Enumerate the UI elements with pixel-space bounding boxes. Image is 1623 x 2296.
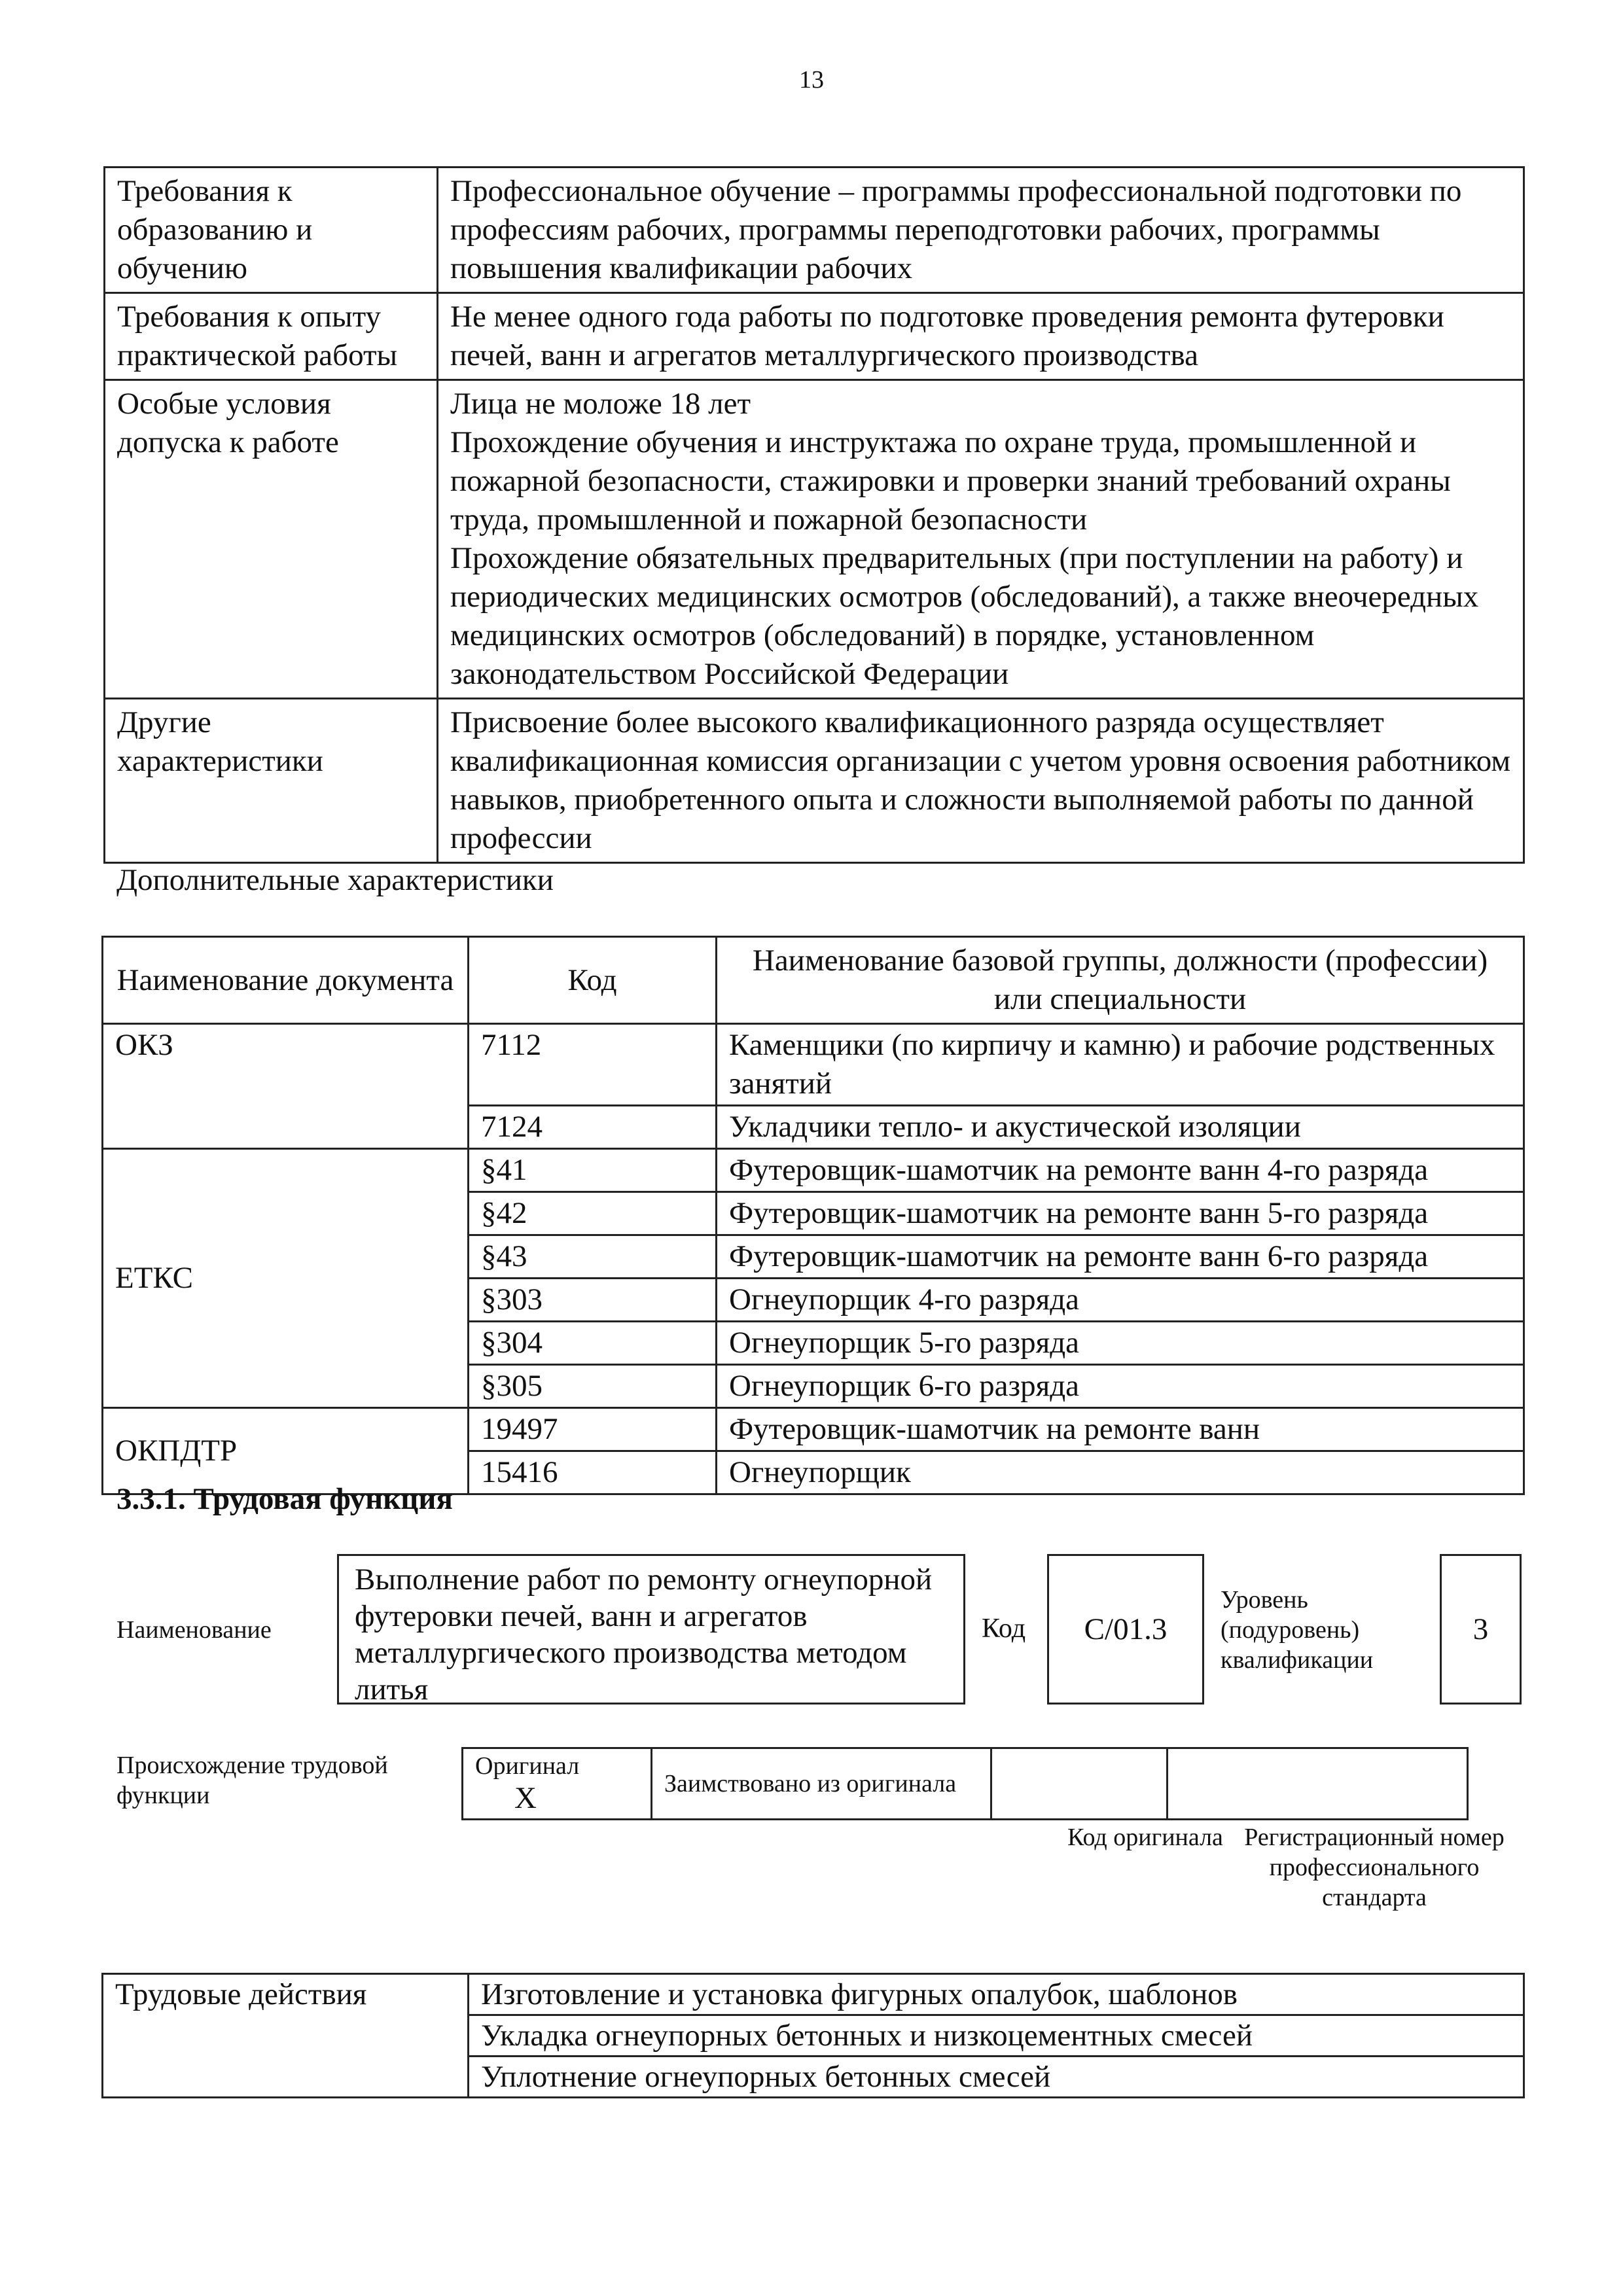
reg-number-cell: [1168, 1748, 1468, 1820]
additional-characteristics-table: [101, 936, 1525, 1495]
table-row: [105, 168, 1524, 293]
level-label: Уровень (подуровень) квалификации: [1221, 1586, 1374, 1674]
table-header-row: [103, 937, 1524, 1024]
code-label: Код: [982, 1614, 1026, 1644]
col-header-document: Наименование документа: [103, 937, 469, 1024]
code-orig-cell: [991, 1748, 1168, 1820]
requirement-line: Не менее одного года работы по подготовке проведения ремонта футеровки печей, ванн и агрегатов металлургического производства: [450, 300, 1444, 372]
code-cell: 7112: [469, 1024, 717, 1106]
code-cell: §303: [469, 1279, 717, 1322]
code-value-box: C/01.3: [1047, 1554, 1204, 1704]
requirement-label: Требования к опыту практической работы: [105, 293, 438, 380]
name-value-box: Выполнение работ по ремонту огнеупорной футеровки печей, ванн и агрегатов металлургического производства методом литья: [337, 1554, 965, 1704]
table-row: [103, 1024, 1524, 1106]
requirements-table: [103, 166, 1525, 864]
table-row: [103, 1149, 1524, 1192]
level-value-box: 3: [1440, 1554, 1522, 1704]
name-cell: Футеровщик-шамотчик на ремонте ванн 6-го разряда: [717, 1235, 1524, 1279]
name-cell: Футеровщик-шамотчик на ремонте ванн: [717, 1408, 1524, 1451]
table-row: [105, 699, 1524, 863]
table-row: [103, 1974, 1524, 2015]
name-label: Наименование: [116, 1616, 272, 1644]
requirement-line: Прохождение обучения и инструктажа по охране труда, промышленной и пожарной безопасности, стажировки и проверки знаний требований охраны труда, промышленной и пожарной безопасности: [450, 425, 1451, 537]
doc-cell: ЕТКС: [103, 1149, 469, 1408]
col-header-name: Наименование базовой группы, должности (профессии) или специальности: [717, 937, 1524, 1024]
labor-action-item: Укладка огнеупорных бетонных и низкоцементных смесей: [469, 2015, 1524, 2057]
code-cell: 15416: [469, 1451, 717, 1494]
labor-function-heading: 3.3.1. Трудовая функция: [116, 1482, 453, 1516]
labor-actions-table: [101, 1973, 1525, 2098]
borrowed-cell: Заимствовано из оригинала: [652, 1748, 991, 1820]
additional-characteristics-title: Дополнительные характеристики: [116, 863, 554, 897]
table-row: [463, 1748, 1468, 1820]
code-cell: §304: [469, 1322, 717, 1365]
doc-cell: ОКПДТР: [103, 1408, 469, 1494]
name-cell: Укладчики тепло- и акустической изоляции: [717, 1106, 1524, 1149]
page-number: 13: [799, 66, 824, 94]
code-cell: §305: [469, 1365, 717, 1408]
labor-action-item: Изготовление и установка фигурных опалубок, шаблонов: [469, 1974, 1524, 2015]
requirement-label: Особые условия допуска к работе: [105, 380, 438, 699]
requirement-value: [438, 699, 1524, 863]
name-cell: Каменщики (по кирпичу и камню) и рабочие родственных занятий: [717, 1024, 1524, 1106]
requirement-value: [438, 168, 1524, 293]
code-orig-caption: Код оригинала: [1067, 1824, 1223, 1851]
requirement-line: Лица не моложе 18 лет: [450, 387, 751, 421]
original-mark: X: [514, 1781, 537, 1815]
labor-actions-label: Трудовые действия: [103, 1974, 469, 2098]
requirement-label: Требования к образованию и обучению: [105, 168, 438, 293]
origin-table: [461, 1747, 1469, 1820]
table-row: [105, 293, 1524, 380]
code-cell: §41: [469, 1149, 717, 1192]
code-cell: §42: [469, 1192, 717, 1235]
requirement-label: Другие характеристики: [105, 699, 438, 863]
origin-label: Происхождение трудовой функции: [116, 1752, 388, 1809]
doc-cell: ОКЗ: [103, 1024, 469, 1149]
original-cell: [463, 1748, 652, 1820]
name-cell: Огнеупорщик 4-го разряда: [717, 1279, 1524, 1322]
labor-action-item: Уплотнение огнеупорных бетонных смесей: [469, 2057, 1524, 2098]
requirement-line: Профессиональное обучение – программы профессиональной подготовки по профессиям рабочих, программы переподготовки рабочих, программы повышения квалификации рабочих: [450, 174, 1462, 285]
name-cell: Огнеупорщик 6-го разряда: [717, 1365, 1524, 1408]
name-cell: Футеровщик-шамотчик на ремонте ванн 5-го разряда: [717, 1192, 1524, 1235]
name-cell: Огнеупорщик 5-го разряда: [717, 1322, 1524, 1365]
code-cell: 19497: [469, 1408, 717, 1451]
col-header-code: Код: [469, 937, 717, 1024]
name-cell: Футеровщик-шамотчик на ремонте ванн 4-го разряда: [717, 1149, 1524, 1192]
table-row: [103, 1408, 1524, 1451]
name-cell: Огнеупорщик: [717, 1451, 1524, 1494]
requirement-line: Прохождение обязательных предварительных (при поступлении на работу) и периодических медицинских осмотров (обследований), а также внеочередных медицинских осмотров (обследований) в порядке, установленном законодательством Российской Федерации: [450, 541, 1479, 691]
original-label: Оригинал: [475, 1752, 580, 1780]
reg-number-caption: Регистрационный номер профессионального стандарта: [1244, 1824, 1505, 1911]
requirement-value: [438, 293, 1524, 380]
requirement-line: Присвоение более высокого квалификационного разряда осуществляет квалификационная комиссия организации с учетом уровня освоения работником навыков, приобретенного опыта и сложности выполняемой работы по данной профессии: [450, 705, 1511, 855]
code-cell: §43: [469, 1235, 717, 1279]
requirement-value: [438, 380, 1524, 699]
code-cell: 7124: [469, 1106, 717, 1149]
table-row: [105, 380, 1524, 699]
